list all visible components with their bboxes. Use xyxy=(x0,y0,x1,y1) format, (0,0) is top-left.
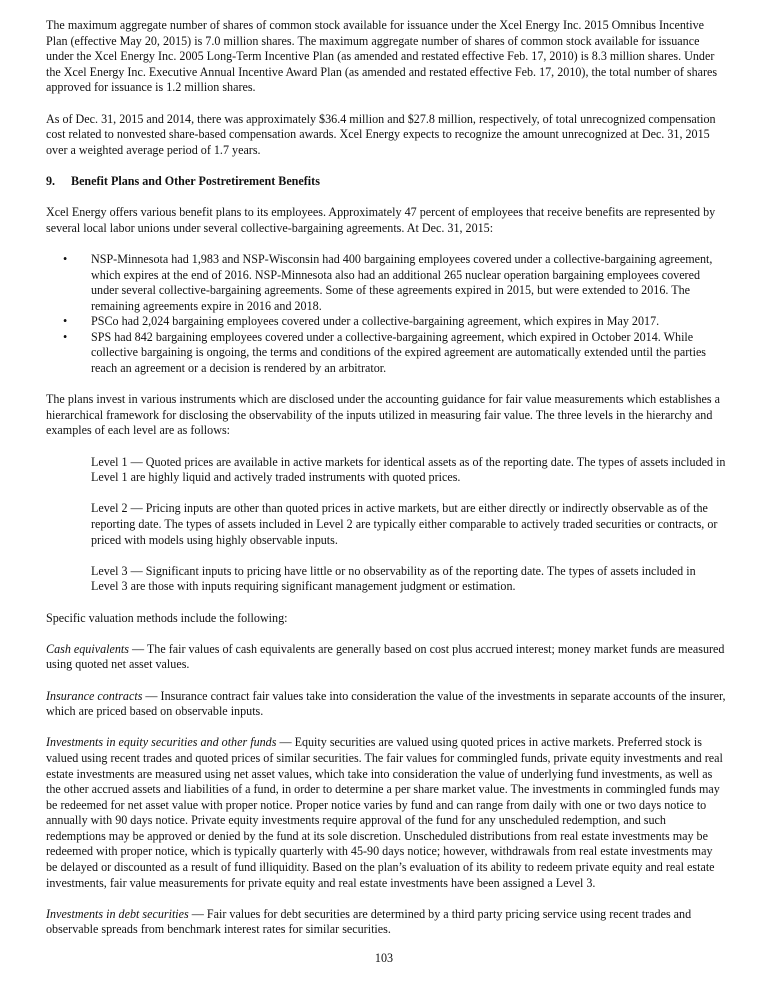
methods-intro-paragraph: Specific valuation methods include the following: xyxy=(46,610,288,625)
method-equity-securities: Investments in equity securities and other funds — Equity securities are valued using quoted prices in active markets. Preferred stock is valued using recent trades and quoted prices of similar securities. The fair values for commingled funds, private equity investments and real estate investments are measured using net asset values, which take into consideration the value of underlying fund investments, as well as the other accrued assets and liabilities of a fund, in order to determine a per share market value. The investments in commingled funds may be redeemed for net asset value with proper notice. Proper notice varies by fund and can range from daily with one or two days notice to annually with 90 days notice. Private equity investments require approval of the fund for any unscheduled redemption, and such redemptions may be approved or denied by the fund at its sole discretion. Unscheduled distributions from real estate investments may be redeemed with proper notice, which is typically quarterly with 45-90 days notice; however, withdrawals from real estate investments may be delayed or discounted as a result of fund illiquidity. Based on the plan’s evaluation of its ability to redeem private equity and real estate investments, fair value measurements for private equity and real estate investments have been assigned a Level 3. xyxy=(46,735,723,890)
level-2-paragraph: Level 2 — Pricing inputs are other than quoted prices in active markets, but are either directly or indirectly observable as of the reporting date. The types of assets included in Level 2 are typically either comparable to actively traded securities or contracts, or priced with models using highly observable inputs. xyxy=(91,501,718,547)
section-number: 9. xyxy=(46,173,56,188)
method-debt-securities: Investments in debt securities — Fair values for debt securities are determined by a third party pricing service using recent trades and observable spreads from benchmark interest rates for similar securities. xyxy=(46,906,692,937)
method-term: Cash equivalents xyxy=(46,641,129,656)
section-title: Benefit Plans and Other Postretirement Benefits xyxy=(71,173,320,188)
bargaining-list xyxy=(46,252,726,377)
list-item: • NSP-Minnesota had 1,983 and NSP-Wisconsin had 400 bargaining employees covered under a collective-bargaining agreement, which expires at the end of 2016. NSP-Minnesota also had an additional 265 nuclear operation bargaining employees covered under several collective-bargaining agreements. Some of these agreements expired in 2015, but were extended to 2016. The remaining agreements expire in 2016 and 2018. xyxy=(63,251,713,313)
share-issuance-paragraph: The maximum aggregate number of shares of common stock available for issuance under the Xcel Energy Inc. 2015 Omnibus Incentive Plan (effective May 20, 2015) is 7.0 million shares. The maximum aggregate number of shares of common stock available for issuance under the Xcel Energy Inc. 2005 Long-Term Incentive Plan (as amended and restated effective Feb. 17, 2010) is 8.3 million shares. Under the Xcel Energy Inc. Executive Annual Incentive Award Plan (as amended and restated effective Feb. 17, 2010), the total number of shares approved for issuance is 1.2 million shares. xyxy=(46,18,718,95)
bullet-icon: • xyxy=(63,314,68,329)
bullet-icon: • xyxy=(63,329,68,344)
benefit-plans-intro: Xcel Energy offers various benefit plans to its employees. Approximately 47 percent of employees that receive benefits are represented by several local labor unions under several collective-bargaining agreements. At Dec. 31, 2015: xyxy=(46,205,716,235)
method-cash-equivalents: Cash equivalents — The fair values of cash equivalents are generally based on cost plus accrued interest; money market funds are measured using quoted net asset values. xyxy=(46,641,725,672)
level-3-paragraph: Level 3 — Significant inputs to pricing have little or no observability as of the reporting date. The types of assets included in Level 3 are those with inputs requiring significant management judgment or estimation. xyxy=(91,563,696,594)
method-term: Investments in equity securities and other funds xyxy=(46,735,277,750)
level-1-paragraph: Level 1 — Quoted prices are available in active markets for identical assets as of the reporting date. The types of assets included in Level 1 are highly liquid and actively traded instruments with quoted prices. xyxy=(91,454,726,485)
bullet-icon: • xyxy=(63,251,68,266)
section-heading xyxy=(46,174,726,190)
unrecognized-compensation-paragraph: As of Dec. 31, 2015 and 2014, there was approximately $36.4 million and $27.8 million, respectively, of total unrecognized compensation cost related to nonvested share-based compensation awards. Xcel Energy expects to recognize the amount unrecognized at Dec. 31, 2015 over a weighted average period of 1.7 years. xyxy=(46,111,716,157)
plans-intro-paragraph: The plans invest in various instruments which are disclosed under the accounting guidance for fair value measurements which establishes a hierarchical framework for disclosing the observability of the inputs utilized in measuring fair value. The three levels in the hierarchy and examples of each level are as follows: xyxy=(46,392,721,438)
document-page xyxy=(46,18,726,954)
method-insurance-contracts: Insurance contracts — Insurance contract fair values take into consideration the value of the investments in separate accounts of the insurer, which are priced based on observable inputs. xyxy=(46,688,726,719)
list-item: • SPS had 842 bargaining employees covered under a collective-bargaining agreement, which expired in October 2014. While collective bargaining is ongoing, the terms and conditions of the expired agreement are automatically extended until the parties reach an agreement or a decision is rendered by an arbitrator. xyxy=(63,329,707,376)
page-number: 103 xyxy=(374,951,394,965)
method-term: Investments in debt securities xyxy=(46,906,189,921)
method-term: Insurance contracts xyxy=(46,688,143,703)
list-item: • PSCo had 2,024 bargaining employees covered under a collective-bargaining agreement, which expires in May 2017. xyxy=(63,314,660,329)
